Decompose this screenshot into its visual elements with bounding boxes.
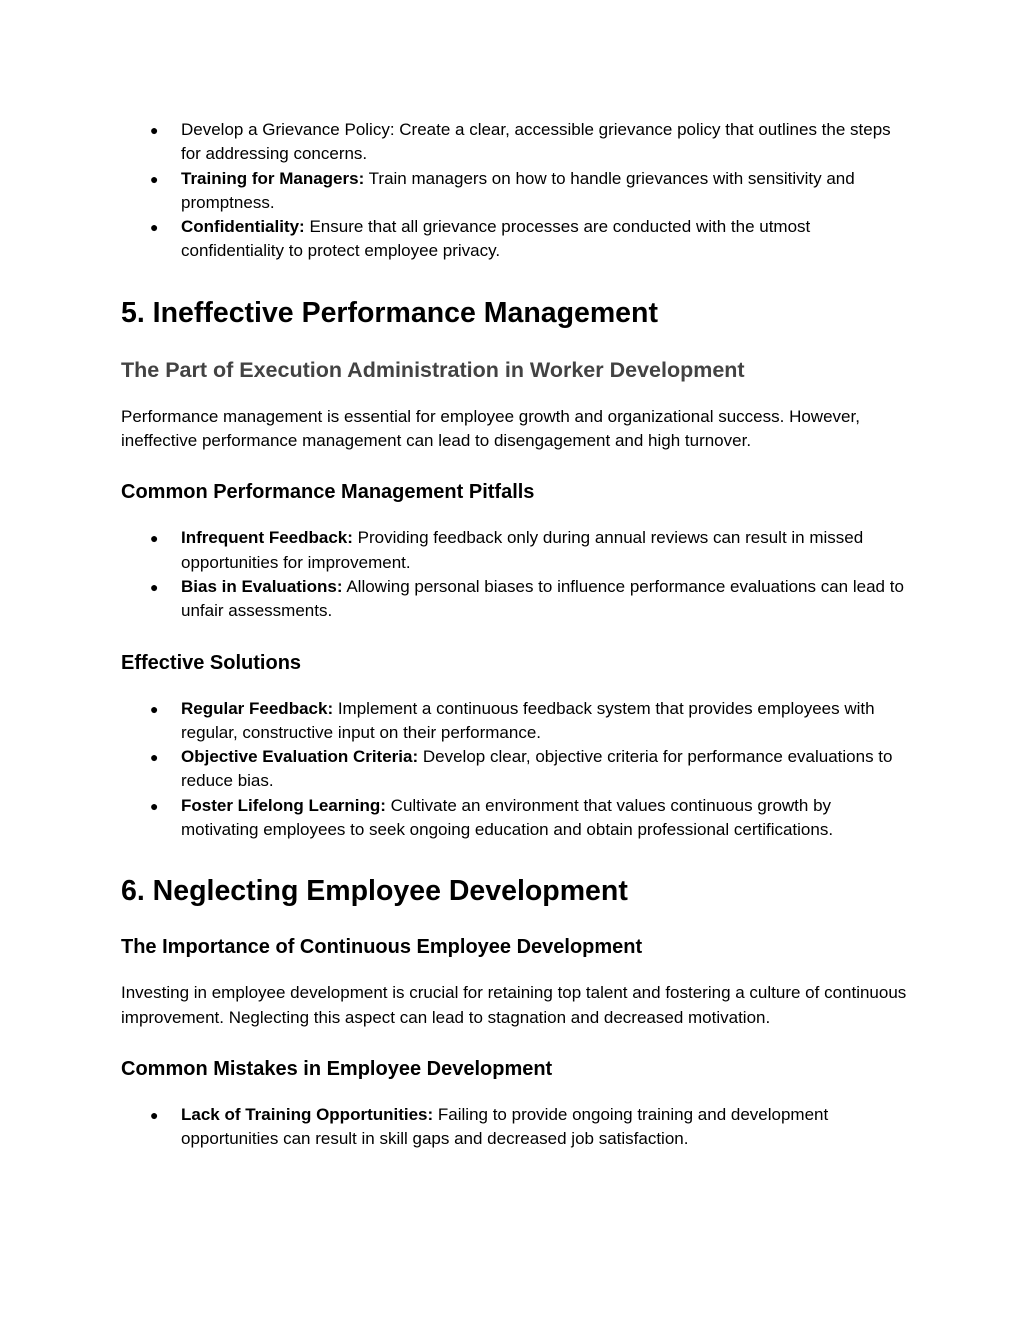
list-item-text: Allowing personal biases to influence performance evaluations can lead to unfair assessments. xyxy=(181,576,904,621)
section-5-subheading: The Part of Execution Administration in Worker Development xyxy=(121,357,745,382)
grievance-solutions-list xyxy=(121,118,911,264)
list-item xyxy=(121,167,911,216)
list-item xyxy=(121,745,911,794)
list-item xyxy=(121,575,911,624)
bullet-icon: ● xyxy=(150,797,159,814)
section-6-subheading: The Importance of Continuous Employee Development xyxy=(121,936,643,959)
list-item-text: Train managers on how to handle grievances with sensitivity and promptness. xyxy=(181,168,855,212)
bullet-icon: ● xyxy=(150,749,159,766)
list-item-bold: Confidentiality: xyxy=(181,217,305,237)
pitfalls-list xyxy=(121,526,911,623)
bullet-icon: ● xyxy=(150,530,159,547)
bullet-icon: ● xyxy=(150,122,159,138)
list-item-bold: Objective Evaluation Criteria: xyxy=(181,747,419,767)
list-item xyxy=(121,118,911,167)
list-item-bold: Regular Feedback: xyxy=(181,698,334,718)
list-item-text: Develop clear, objective criteria for performance evaluations to reduce bias. xyxy=(181,747,893,791)
list-item-text: Ensure that all grievance processes are conducted with the utmost confidentiality to protect employee privacy. xyxy=(181,217,811,261)
list-item xyxy=(121,794,911,843)
list-item-bold: Lack of Training Opportunities: xyxy=(181,1104,434,1124)
bullet-icon: ● xyxy=(150,700,159,717)
list-item-text: Implement a continuous feedback system that provides employees with regular, constructive input on their performance. xyxy=(181,698,875,742)
bullet-icon: ● xyxy=(150,1106,159,1123)
mistakes-list xyxy=(121,1103,911,1152)
list-item xyxy=(121,215,911,264)
bullet-icon: ● xyxy=(150,578,159,595)
mistakes-heading: Common Mistakes in Employee Development xyxy=(121,1057,553,1080)
bullet-icon: ● xyxy=(150,219,159,236)
section-6-intro: Investing in employee development is crucial for retaining top talent and fostering a culture of continuous improvement. Neglecting this aspect can lead to stagnation and decreased motivation. xyxy=(121,983,907,1027)
list-item xyxy=(121,526,911,575)
document-page xyxy=(121,118,911,1152)
solutions-list xyxy=(121,697,911,843)
solutions-heading: Effective Solutions xyxy=(121,651,302,674)
section-6-heading: 6. Neglecting Employee Development xyxy=(121,875,628,908)
list-item-bold: Infrequent Feedback: xyxy=(181,528,353,548)
bullet-icon: ● xyxy=(150,170,159,187)
list-item xyxy=(121,697,911,746)
list-item-text: Cultivate an environment that values continuous growth by motivating employees to seek ongoing education and obtain professional certifications. xyxy=(181,795,834,840)
list-item-bold: Foster Lifelong Learning: xyxy=(181,795,386,815)
section-5-intro: Performance management is essential for employee growth and organizational success. However, ineffective performance management can lead to disengagement and high turnover. xyxy=(121,406,860,451)
list-item-bold: Training for Managers: xyxy=(181,168,365,188)
section-5-heading: 5. Ineffective Performance Management xyxy=(121,296,658,329)
list-item-bold: Bias in Evaluations: xyxy=(181,576,343,596)
list-item-text: Develop a Grievance Policy: Create a clear, accessible grievance policy that outlines the steps for addressing concerns. xyxy=(181,120,891,164)
list-item-text: Failing to provide ongoing training and development opportunities can result in skill gaps and decreased job satisfaction. xyxy=(181,1104,829,1149)
pitfalls-heading: Common Performance Management Pitfalls xyxy=(121,481,535,504)
list-item xyxy=(121,1103,911,1152)
list-item-text: Providing feedback only during annual reviews can result in missed opportunities for improvement. xyxy=(181,528,864,572)
